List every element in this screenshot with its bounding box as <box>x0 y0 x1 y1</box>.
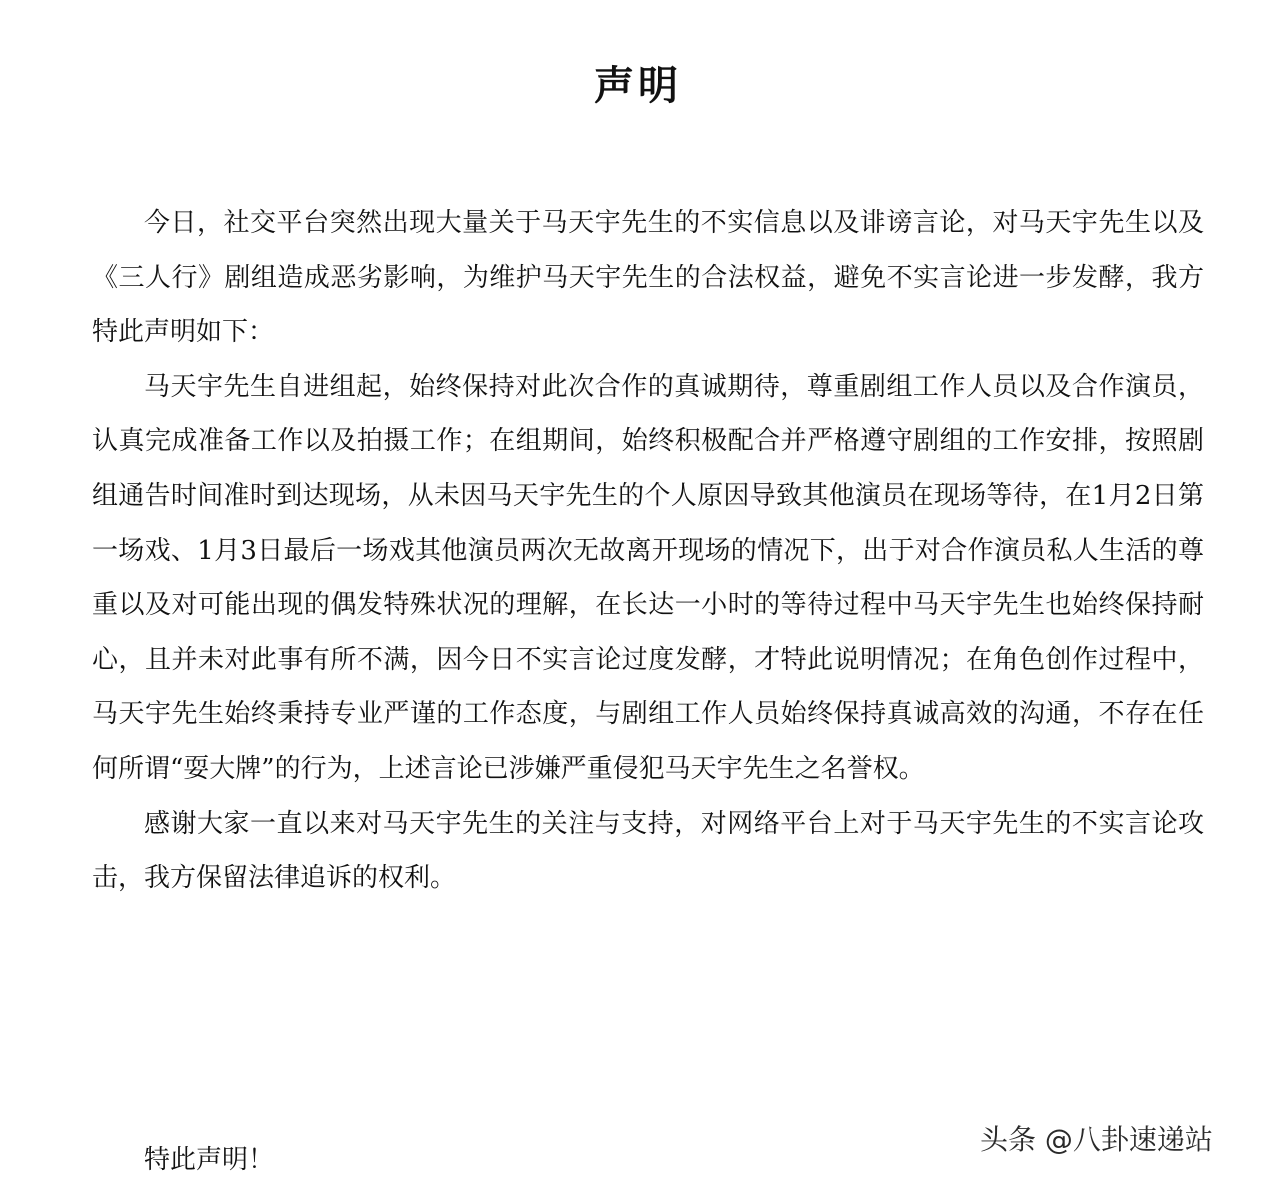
paragraph-details: 马天宇先生自进组起，始终保持对此次合作的真诚期待，尊重剧组工作人员以及合作演员，认真完成准备工作以及拍摄工作；在组期间，始终积极配合并严格遵守剧组的工作安排，按照剧组通告时间准时到达现场，从未因马天宇先生的个人原因导致其他演员在现场等待，在1月2日第一场戏、1月3日最后一场戏其他演员两次无故离开现场的情况下，出于对合作演员私人生活的尊重以及对可能出现的偶发特殊状况的理解，在长达一小时的等待过程中马天宇先生也始终保持耐心，且并未对此事有所不满，因今日不实言论过度发酵，才特此说明情况；在角色创作过程中，马天宇先生始终秉持专业严谨的工作态度，与剧组工作人员始终保持真诚高效的沟通，不存在任何所谓“耍大牌”的行为，上述言论已涉嫌严重侵犯马天宇先生之名誉权。 <box>92 371 1204 784</box>
paragraph-intro: 今日，社交平台突然出现大量关于马天宇先生的不实信息以及诽谤言论，对马天宇先生以及《三人行》剧组造成恶劣影响，为维护马天宇先生的合法权益，避免不实言论进一步发酵，我方特此声明如下： <box>92 208 1204 348</box>
source-watermark: 头条 @八卦速递站 <box>980 1123 1213 1156</box>
statement-title: 声明 <box>594 62 682 109</box>
closing-line: 特此声明！ <box>144 1145 275 1175</box>
paragraph-thanks: 感谢大家一直以来对马天宇先生的关注与支持，对网络平台上对于马天宇先生的不实言论攻击，我方保留法律追诉的权利。 <box>92 808 1204 894</box>
statement-body <box>92 196 1204 906</box>
